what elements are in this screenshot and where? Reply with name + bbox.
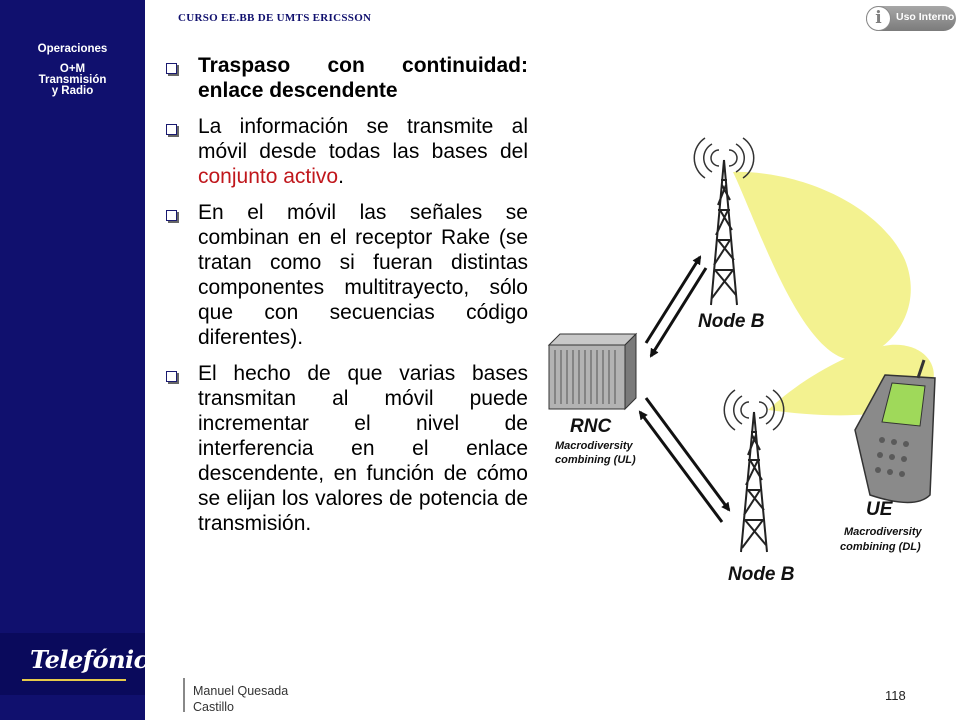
- tower-bottom-icon: [741, 412, 767, 552]
- footer-divider: [183, 678, 185, 712]
- bullet-2-text: En el móvil las señales se combinan en el receptor Rake (se tratan como si fueran distintas componentes multitrayecto, sólo que con secuencias código diferentes).: [198, 201, 528, 349]
- sidebar: [0, 0, 163, 720]
- bullet-square-icon: [166, 124, 177, 135]
- sidebar-title-radio: y Radio: [51, 85, 94, 97]
- radio-waves-top-icon: [694, 138, 753, 178]
- telefonica-logo: Telefónica: [30, 645, 163, 674]
- author: [193, 683, 288, 715]
- bullet-list: [162, 53, 528, 536]
- handover-diagram: [540, 120, 955, 590]
- arrow-from-node-b-bottom: [640, 412, 722, 522]
- radio-waves-bottom-icon: [724, 390, 783, 430]
- bullet-1-text: La información se transmite al móvil desde todas las bases del: [198, 115, 528, 163]
- sidebar-title-om: O+M: [59, 63, 86, 75]
- bullet-1: [162, 114, 528, 189]
- bullet-3: [162, 361, 528, 536]
- rnc-label: RNC: [570, 416, 612, 437]
- rnc-cabinet-icon: [549, 334, 636, 409]
- tower-top-icon: [711, 160, 737, 305]
- node-b-bottom-label: Node B: [728, 564, 795, 585]
- info-icon: i: [866, 6, 891, 31]
- bullet-square-icon: [166, 63, 177, 74]
- bullet-title: [162, 53, 528, 103]
- conjunto-activo-highlight: conjunto activo: [198, 165, 339, 188]
- author-surname: Castillo: [193, 700, 234, 714]
- sidebar-title-transmision: Transmisión: [38, 74, 107, 86]
- logo-underline: [22, 679, 126, 681]
- course-title: CURSO EE.BB DE UMTS ERICSSON: [178, 12, 372, 24]
- ue-label: UE: [866, 499, 893, 520]
- bullet-2: [162, 200, 528, 350]
- rnc-macrodiversity-label: Macrodiversity: [555, 440, 633, 452]
- uso-interno-badge: [866, 6, 956, 31]
- bullet-square-icon: [166, 210, 177, 221]
- rnc-combining-label: combining (UL): [555, 454, 636, 466]
- bullet-1-end: .: [338, 165, 344, 188]
- badge-label: Uso Interno: [896, 11, 955, 23]
- node-b-top-label: Node B: [698, 311, 765, 332]
- slide-title: Traspaso con continuidad: enlace descendente: [198, 54, 528, 102]
- arrow-to-node-b-top: [646, 257, 700, 343]
- page-number: 118: [885, 688, 906, 703]
- ue-macrodiversity-label: Macrodiversity: [844, 526, 922, 538]
- sidebar-title-operaciones: Operaciones: [37, 43, 108, 55]
- ue-combining-label: combining (DL): [840, 541, 921, 553]
- author-name: Manuel Quesada: [193, 684, 289, 698]
- arrow-to-node-b-bottom: [646, 398, 729, 510]
- bullet-3-text: El hecho de que varias bases transmitan al móvil puede incrementar el nivel de interferencia en el enlace descendente, en función de cómo se elijan los valores de potencia de transmisión.: [198, 362, 528, 535]
- bullet-square-icon: [166, 371, 177, 382]
